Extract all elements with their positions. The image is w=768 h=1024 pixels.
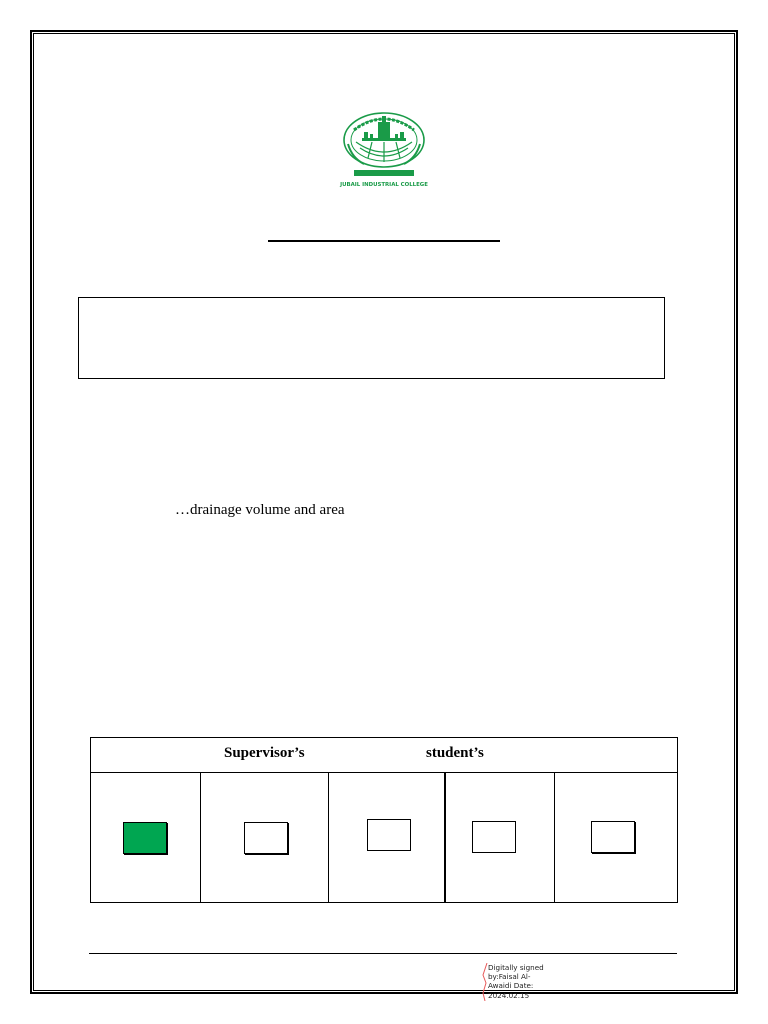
cell-divider <box>554 773 555 902</box>
info-box <box>78 297 665 379</box>
signature-text <box>488 963 546 1000</box>
cell-divider <box>200 773 201 902</box>
signature-line: Digitally signed <box>488 963 544 972</box>
title-underline <box>268 240 500 242</box>
approval-checkbox-1[interactable] <box>123 822 167 854</box>
student-label: student’s <box>426 745 484 761</box>
college-logo <box>334 110 434 190</box>
signature-line: Awaidi Date: <box>488 981 534 991</box>
approval-header <box>91 738 677 773</box>
signature-line: by:Faisal Al- <box>488 972 531 982</box>
approval-checkbox-3[interactable] <box>367 819 411 851</box>
approval-table <box>90 737 678 903</box>
signature-line: 2024.02.15 <box>488 990 530 1000</box>
cell-divider <box>444 773 446 902</box>
approval-checkbox-2[interactable] <box>244 822 288 854</box>
approval-checkbox-5[interactable] <box>591 821 635 853</box>
supervisor-label: Supervisor’s <box>224 745 305 761</box>
approval-checkbox-4[interactable] <box>472 821 516 853</box>
footer-divider <box>89 953 677 954</box>
svg-text:JUBAIL INDUSTRIAL COLLEGE: JUBAIL INDUSTRIAL COLLEGE <box>340 182 428 188</box>
cell-divider <box>328 773 329 902</box>
digital-signature <box>482 963 544 1003</box>
body-text: …drainage volume and area <box>175 502 345 518</box>
